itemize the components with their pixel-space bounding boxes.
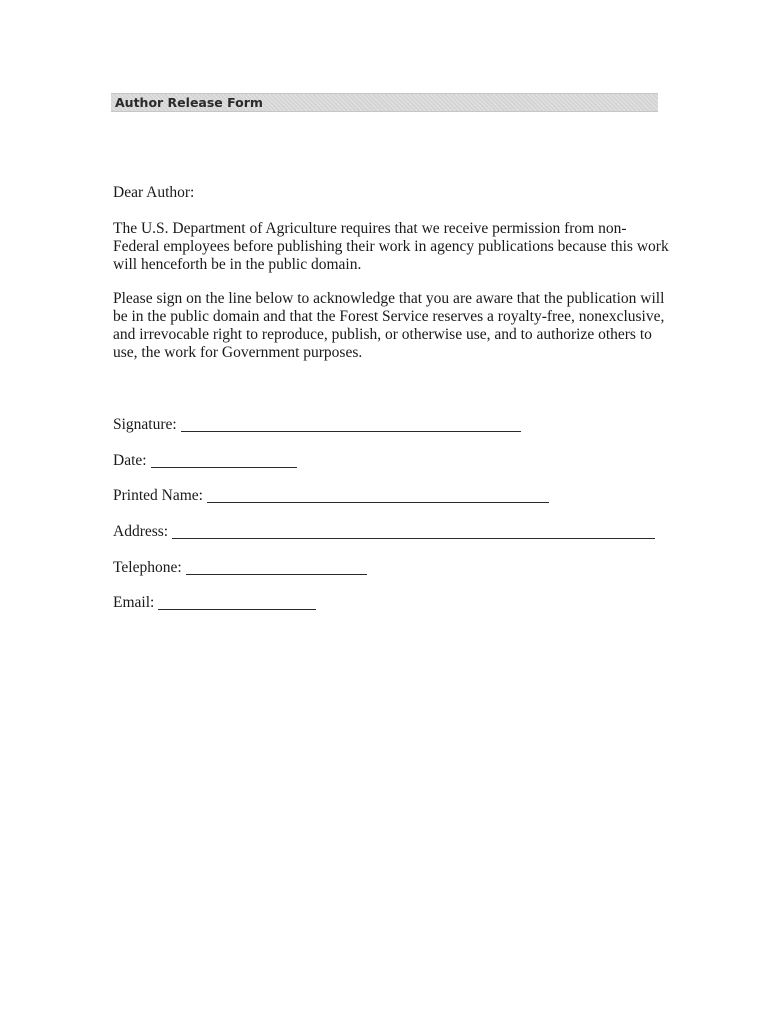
telephone-field <box>113 559 367 577</box>
date-label: Date: <box>113 452 147 469</box>
paragraph-line: use, the work for Government purposes. <box>113 344 363 361</box>
paragraph-line: Federal employees before publishing their work in agency publications because this work <box>113 238 669 255</box>
form-title-bar <box>111 93 658 112</box>
paragraph-permission <box>113 220 669 274</box>
signature-label: Signature: <box>113 416 177 433</box>
paragraph-line: be in the public domain and that the Forest Service reserves a royalty-free, nonexclusive, <box>113 308 665 325</box>
email-line[interactable] <box>158 595 316 610</box>
email-label: Email: <box>113 594 155 611</box>
printed-name-line[interactable] <box>207 488 549 503</box>
paragraph-acknowledgement <box>113 290 664 362</box>
paragraph-line: will henceforth be in the public domain. <box>113 256 362 273</box>
paragraph-line: and irrevocable right to reproduce, publish, or otherwise use, and to authorize others to <box>113 326 652 343</box>
telephone-label: Telephone: <box>113 559 182 576</box>
address-label: Address: <box>113 523 169 540</box>
address-field <box>113 523 655 541</box>
paragraph-line: The U.S. Department of Agriculture requires that we receive permission from non- <box>113 220 627 237</box>
email-field <box>113 594 316 612</box>
printed-name-field <box>113 487 549 505</box>
date-field <box>113 452 297 470</box>
telephone-line[interactable] <box>186 560 367 575</box>
paragraph-line: Please sign on the line below to acknowledge that you are aware that the publication will <box>113 290 665 307</box>
form-title: Author Release Form <box>115 95 263 110</box>
signature-field <box>113 416 521 434</box>
date-line[interactable] <box>151 453 297 468</box>
signature-line[interactable] <box>181 417 521 432</box>
salutation: Dear Author: <box>113 184 195 201</box>
printed-name-label: Printed Name: <box>113 487 203 504</box>
address-line[interactable] <box>172 524 655 539</box>
